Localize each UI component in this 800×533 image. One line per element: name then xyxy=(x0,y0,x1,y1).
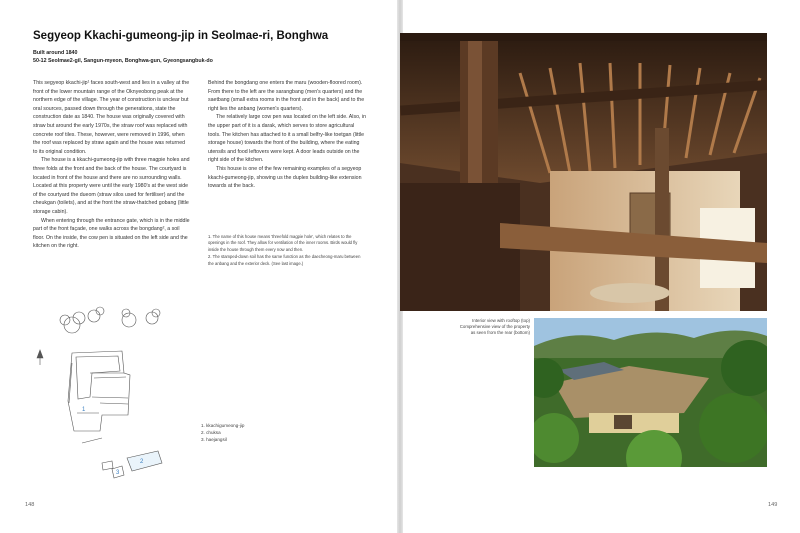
tree-symbol xyxy=(88,310,100,322)
outbuilding-outline xyxy=(127,451,162,471)
tree-symbol xyxy=(122,313,136,327)
north-arrow xyxy=(37,350,43,358)
footnotes xyxy=(208,234,366,268)
page-number-left: 148 xyxy=(25,502,35,508)
plan-legend xyxy=(201,422,244,443)
address: 50-12 Seolmae2-gil, Sangun-myeon, Bonghwa-gun, Gyeongsangbuk-do xyxy=(33,58,213,64)
interior-photo-svg xyxy=(400,33,767,311)
plan-label: 1 xyxy=(82,407,86,413)
legend-item: 1. kkachigumeong-jip xyxy=(201,423,245,428)
plan-label: 3 xyxy=(116,470,120,476)
paragraph: This house is one of the few remaining examples of a segyeop kkachi-gumeong-jip, showing us the duplex building-like extension towards at the back. xyxy=(208,165,362,190)
article-title: Segyeop Kkachi-gumeong-jip in Seolmae-ri, Bonghwa xyxy=(33,30,329,42)
plan-label: 2 xyxy=(140,459,144,465)
body-column-2 xyxy=(208,79,366,191)
body-column-1 xyxy=(33,79,190,251)
paragraph: The house is a kkachi-gumeong-jip with three magpie holes and three folds at the front and the back of the house. The courtyard is located in front of the house and there are no surrounding walls. Located at this property were until the early 1980's at the west side of the courtyard the dueom (straw silos used for fertiliser) and the cheukgan (toilets), and at the front the straw-thatched gobang (little storage cabin). xyxy=(33,157,190,215)
exterior-photo-svg xyxy=(534,318,767,467)
interior-photo xyxy=(400,33,767,311)
photo-caption: Interior view with rooftop (top) Comprehensive view of the property as seen from the rear (bottom) xyxy=(459,318,530,336)
house-outline xyxy=(68,351,130,431)
legend-item: 2. chuksa xyxy=(201,430,221,435)
footnote: 2. The stamped-down soil has the same function as the daecheong-maru between the anbang and the exterior deck. (See last image.) xyxy=(208,254,361,266)
legend-item: 3. haejangsil xyxy=(201,437,227,442)
paragraph: The relatively large cow pen was located on the left side. Also, in the upper part of it is a darak, which serves to store agricultural tools. The kitchen has attached to it a small belfry-like toetgan (little storage house) towards the front of the building, where the eating utensils and food leftovers were kept. A door leads outside on the right side of the kitchen. xyxy=(208,114,366,164)
paragraph: This segyeop kkachi-jip¹ faces south-west and lies in a valley at the front of the lower mountain range of the Oknyeobong peak at the northern edge of the village. The year of construction is unclear but oral sources, passed down through the generations, state the construction date as 1840. The house was originally covered with straw but around the early 1970s, the straw roof was replaced with concrete roof tiles. These, however, were removed in 1996, when the roof was replaced by straw again and the house was returned to its original condition. xyxy=(33,80,190,155)
site-plan-drawing xyxy=(32,303,197,498)
paragraph: When entering through the entrance gate, which is in the middle part of the front façade, one walks across the bongdang², a soil floor. On the inside, the cow pen is situated on the left side and the kitchen on the right. xyxy=(33,217,190,250)
footnote: 1. The name of this house means 'threefold magpie hole', which relates to the openings in the roof. They allow for ventilation of the inner rooms. Birds would fly inside the house through them every now and then. xyxy=(208,234,358,252)
paragraph: Behind the bongdang one enters the maru (wooden-floored room). From there to the left are the sarangbang (men's quarters) and the saetbang (small extra rooms in the front and in the back) and to the right lies the anbang (women's quarters). xyxy=(208,80,365,112)
article-meta xyxy=(33,49,213,65)
built-date: Built around 1840 xyxy=(33,50,78,56)
site-plan-svg xyxy=(32,303,197,498)
exterior-photo xyxy=(534,318,767,467)
page-number-right: 149 xyxy=(768,502,778,508)
